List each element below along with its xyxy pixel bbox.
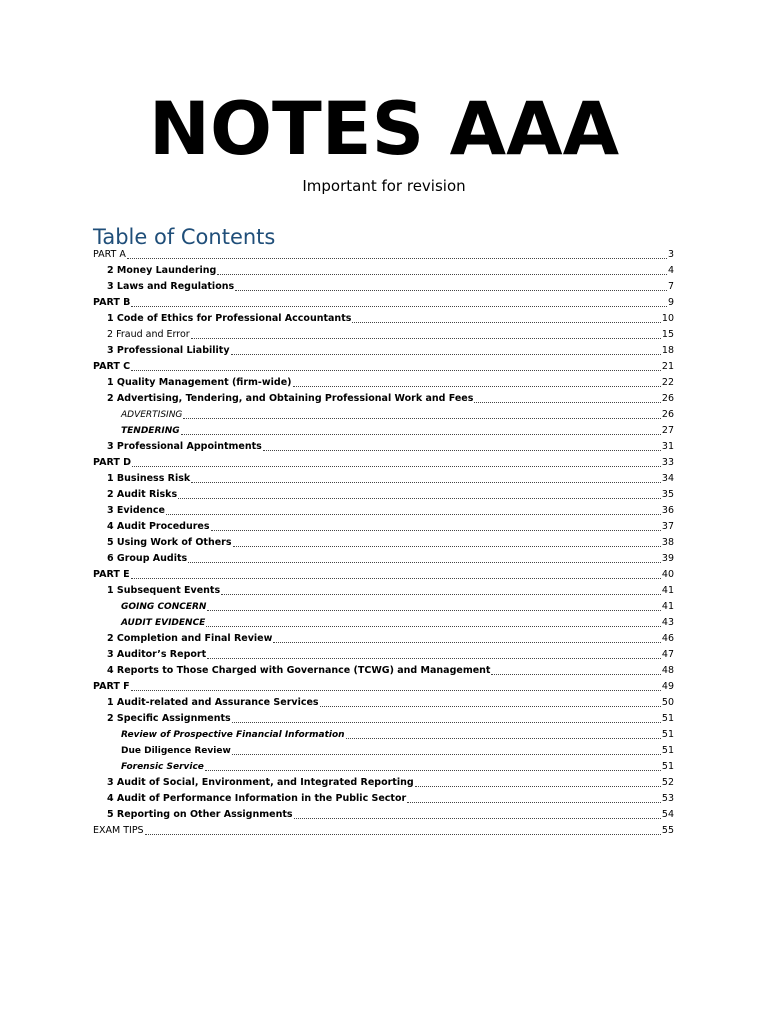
document-subtitle: Important for revision — [302, 177, 466, 195]
toc-leader-dots — [352, 322, 661, 323]
toc-leader-dots — [131, 690, 661, 691]
toc-entry-label: 6 Group Audits — [107, 553, 188, 564]
toc-entry-label: 2 Audit Risks — [107, 489, 178, 500]
toc-entry-label: PART F — [93, 681, 130, 692]
toc-leader-dots — [181, 434, 661, 435]
toc-entry-page: 33 — [661, 457, 674, 468]
toc-leader-dots — [131, 370, 661, 371]
toc-leader-dots — [232, 722, 661, 723]
toc-entry-page: 37 — [661, 521, 674, 532]
toc-leader-dots — [188, 562, 661, 563]
toc-entry-label: PART C — [93, 361, 131, 372]
toc-entry-page: 46 — [661, 633, 674, 644]
toc-leader-dots — [145, 834, 661, 835]
toc-entry-label: 3 Evidence — [107, 505, 165, 516]
toc-entry-page: 51 — [661, 713, 674, 724]
toc-entry[interactable] — [93, 327, 674, 343]
toc-entry-label: Due Diligence Review — [121, 746, 231, 756]
toc-leader-dots — [273, 642, 661, 643]
toc-entry-page: 22 — [661, 377, 674, 388]
toc-entry-label: ADVERTISING — [121, 410, 183, 420]
toc-entry-page: 21 — [661, 361, 674, 372]
toc-entry[interactable] — [93, 679, 674, 695]
toc-entry[interactable] — [93, 759, 674, 775]
toc-entry[interactable] — [93, 791, 674, 807]
toc-entry-page: 35 — [661, 489, 674, 500]
toc-leader-dots — [491, 674, 660, 675]
toc-entry-label: 3 Professional Liability — [107, 345, 230, 356]
toc-leader-dots — [191, 338, 661, 339]
toc-entry-page: 49 — [661, 681, 674, 692]
toc-entry-page: 55 — [661, 825, 674, 836]
toc-entry[interactable] — [93, 455, 674, 471]
toc-entry-page: 26 — [661, 409, 674, 420]
toc-entry[interactable] — [93, 503, 674, 519]
toc-leader-dots — [235, 290, 667, 291]
toc-leader-dots — [474, 402, 660, 403]
toc-entry[interactable] — [93, 743, 674, 759]
toc-entry-label: 1 Business Risk — [107, 473, 191, 484]
toc-entry-label: 1 Code of Ethics for Professional Accountants — [107, 313, 352, 324]
toc-entry-label: 2 Money Laundering — [107, 265, 217, 276]
toc-entry[interactable] — [93, 695, 674, 711]
toc-entry[interactable] — [93, 599, 674, 615]
toc-leader-dots — [415, 786, 661, 787]
toc-entry-page: 41 — [661, 601, 674, 612]
toc-entry[interactable] — [93, 519, 674, 535]
toc-entry[interactable] — [93, 823, 674, 839]
toc-entry[interactable] — [93, 247, 674, 263]
toc-entry-page: 38 — [661, 537, 674, 548]
toc-entry[interactable] — [93, 295, 674, 311]
toc-leader-dots — [132, 466, 661, 467]
toc-leader-dots — [233, 546, 661, 547]
toc-leader-dots — [346, 738, 661, 739]
toc-entry[interactable] — [93, 471, 674, 487]
toc-entry[interactable] — [93, 775, 674, 791]
toc-entry-page: 41 — [661, 585, 674, 596]
toc-entry-page: 50 — [661, 697, 674, 708]
toc-leader-dots — [183, 418, 660, 419]
toc-entry-label: 2 Specific Assignments — [107, 713, 231, 724]
toc-entry[interactable] — [93, 439, 674, 455]
toc-leader-dots — [211, 530, 661, 531]
toc-entry-page: 31 — [661, 441, 674, 452]
toc-entry[interactable] — [93, 535, 674, 551]
toc-leader-dots — [166, 514, 661, 515]
toc-entry-label: 2 Completion and Final Review — [107, 633, 273, 644]
toc-entry-page: 51 — [661, 729, 674, 740]
toc-leader-dots — [178, 498, 661, 499]
toc-leader-dots — [294, 818, 661, 819]
toc-entry-label: PART A — [93, 249, 126, 260]
toc-entry-label: 1 Audit-related and Assurance Services — [107, 697, 319, 708]
toc-entry-page: 18 — [661, 345, 674, 356]
toc-entry-label: AUDIT EVIDENCE — [121, 618, 206, 628]
toc-entry[interactable] — [93, 551, 674, 567]
toc-entry-label: 3 Laws and Regulations — [107, 281, 235, 292]
toc-entry-page: 9 — [667, 297, 674, 308]
toc-entry-label: 2 Fraud and Error — [107, 329, 190, 340]
toc-leader-dots — [263, 450, 661, 451]
toc-entry-page: 34 — [661, 473, 674, 484]
toc-entry[interactable] — [93, 727, 674, 743]
toc-entry[interactable] — [93, 663, 674, 679]
toc-entry[interactable] — [93, 615, 674, 631]
toc-entry[interactable] — [93, 423, 674, 439]
toc-entry-label: 4 Audit Procedures — [107, 521, 210, 532]
toc-leader-dots — [232, 754, 661, 755]
toc-entry-label: 3 Audit of Social, Environment, and Integrated Reporting — [107, 777, 414, 788]
toc-entry-label: PART B — [93, 297, 131, 308]
toc-entry[interactable] — [93, 279, 674, 295]
toc-entry[interactable] — [93, 631, 674, 647]
toc-entry[interactable] — [93, 407, 674, 423]
toc-leader-dots — [206, 626, 661, 627]
toc-entry-page: 4 — [667, 265, 674, 276]
toc-entry[interactable] — [93, 311, 674, 327]
toc-entry-page: 3 — [667, 249, 674, 260]
toc-entry-page: 51 — [661, 761, 674, 772]
document-title: NOTES AAA — [148, 87, 620, 172]
toc-leader-dots — [127, 258, 667, 259]
toc-entry-label: 5 Using Work of Others — [107, 537, 232, 548]
toc-entry-page: 40 — [661, 569, 674, 580]
toc-entry-page: 36 — [661, 505, 674, 516]
toc-entry[interactable] — [93, 567, 674, 583]
toc-entry-page: 15 — [661, 329, 674, 340]
toc-entry[interactable] — [93, 711, 674, 727]
toc-entry-page: 27 — [661, 425, 674, 436]
toc-entry-label: 4 Audit of Performance Information in the Public Sector — [107, 793, 407, 804]
toc-leader-dots — [407, 802, 661, 803]
toc-entry-page: 53 — [661, 793, 674, 804]
toc-leader-dots — [293, 386, 661, 387]
toc-entry[interactable] — [93, 263, 674, 279]
toc-leader-dots — [320, 706, 661, 707]
toc-entry-page: 7 — [667, 281, 674, 292]
toc-leader-dots — [217, 274, 667, 275]
toc-entry-label: PART D — [93, 457, 132, 468]
toc-entry-page: 26 — [661, 393, 674, 404]
toc-entry-label: 1 Quality Management (firm-wide) — [107, 377, 292, 388]
toc-entry-page: 47 — [661, 649, 674, 660]
toc-entry[interactable] — [93, 807, 674, 823]
toc-entry[interactable] — [93, 391, 674, 407]
toc-entry-label: TENDERING — [121, 426, 180, 436]
toc-entry-label: 4 Reports to Those Charged with Governance (TCWG) and Management — [107, 665, 491, 676]
toc-leader-dots — [207, 658, 661, 659]
toc-entry-page: 48 — [661, 665, 674, 676]
toc-leader-dots — [207, 610, 660, 611]
toc-heading: Table of Contents — [93, 225, 276, 249]
toc-entry-label: PART E — [93, 569, 130, 580]
toc-entry-page: 10 — [661, 313, 674, 324]
toc-entry-label: 5 Reporting on Other Assignments — [107, 809, 293, 820]
toc-entry[interactable] — [93, 583, 674, 599]
toc-entry[interactable] — [93, 343, 674, 359]
toc-leader-dots — [205, 770, 661, 771]
toc-entry-label: 1 Subsequent Events — [107, 585, 221, 596]
toc-entry-label: GOING CONCERN — [121, 602, 207, 612]
toc-entry-label: 3 Professional Appointments — [107, 441, 262, 452]
toc-entry-label: 2 Advertising, Tendering, and Obtaining Professional Work and Fees — [107, 393, 474, 404]
toc-entry-label: Forensic Service — [121, 762, 204, 772]
toc-leader-dots — [221, 594, 661, 595]
toc-entry[interactable] — [93, 375, 674, 391]
toc-leader-dots — [191, 482, 661, 483]
toc-entry-label: Review of Prospective Financial Information — [121, 730, 345, 740]
toc-entry-page: 54 — [661, 809, 674, 820]
toc-entry-label: EXAM TIPS — [93, 825, 144, 836]
toc-leader-dots — [131, 578, 661, 579]
toc-entry-page: 51 — [661, 745, 674, 756]
toc-leader-dots — [131, 306, 667, 307]
toc-entry-page: 39 — [661, 553, 674, 564]
toc-entry[interactable] — [93, 487, 674, 503]
toc-entry-page: 43 — [661, 617, 674, 628]
toc-entry-page: 52 — [661, 777, 674, 788]
toc-entry[interactable] — [93, 647, 674, 663]
table-of-contents — [93, 247, 674, 839]
toc-entry-label: 3 Auditor’s Report — [107, 649, 207, 660]
toc-entry[interactable] — [93, 359, 674, 375]
toc-leader-dots — [231, 354, 661, 355]
